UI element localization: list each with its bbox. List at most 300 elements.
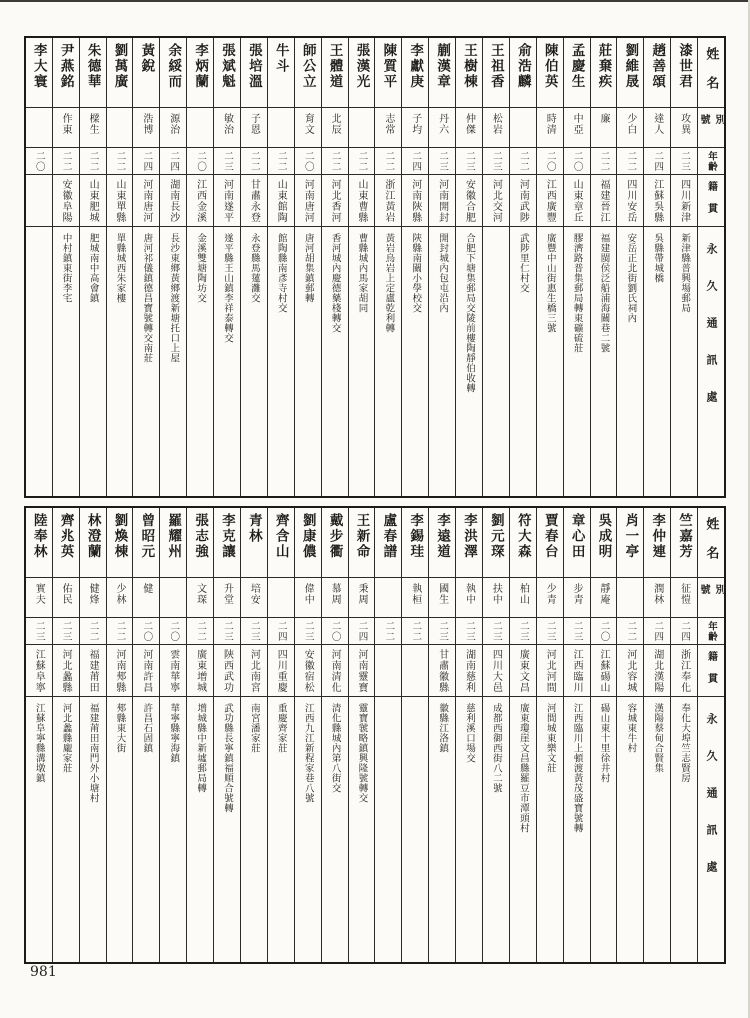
person-native-place — [483, 175, 509, 227]
person-column — [616, 508, 643, 962]
person-column — [509, 38, 536, 496]
person-address-text: 吳縣帶城橋 — [652, 233, 664, 283]
person-alias-text: 廉 — [597, 113, 609, 124]
person-native-place-text: 河北河間 — [544, 649, 556, 693]
person-address-text: 河間城東樂文莊 — [544, 703, 556, 773]
person-native-place-text: 河北容城 — [624, 649, 636, 693]
person-address — [322, 697, 348, 962]
person-native-place — [214, 645, 240, 697]
person-alias-text: 子均 — [409, 113, 421, 135]
person-native-place — [26, 645, 52, 697]
person-address — [160, 227, 186, 496]
person-name — [160, 38, 186, 108]
person-address — [564, 697, 590, 962]
person-native-place — [510, 645, 536, 697]
person-native-place — [402, 175, 428, 227]
person-name — [402, 508, 428, 578]
person-native-place — [26, 175, 52, 227]
person-native-place — [644, 645, 670, 697]
person-name-text: 劉萬廣 — [111, 43, 128, 90]
person-native-place — [671, 645, 697, 697]
person-address — [456, 697, 482, 962]
person-address — [644, 227, 670, 496]
person-name — [564, 508, 590, 578]
person-native-place-text: 山東單縣 — [113, 179, 125, 223]
person-name-text: 羅耀州 — [165, 513, 182, 560]
person-address-text: 單縣城西朱家樓 — [114, 233, 126, 303]
person-alias — [80, 108, 106, 148]
person-native-place-text: 江蘇碭山 — [597, 649, 609, 693]
person-column — [159, 508, 186, 962]
person-name-text: 師公立 — [299, 43, 316, 90]
person-age-text: 二〇 — [544, 151, 556, 172]
person-native-place-text: 河南陝縣 — [409, 179, 421, 223]
person-address — [375, 227, 401, 496]
person-name-text: 王新命 — [353, 513, 370, 560]
person-address — [617, 697, 643, 962]
person-native-place-text: 四川大邑 — [490, 649, 502, 693]
person-age-text: 二二 — [625, 151, 637, 172]
person-age — [671, 148, 697, 175]
person-alias-text: 靜庵 — [597, 583, 609, 605]
person-native-place — [53, 175, 79, 227]
person-column — [428, 508, 455, 962]
person-column — [670, 38, 697, 496]
person-native-place-text: 河北蠡縣 — [60, 649, 72, 693]
person-age-text: 二三 — [222, 151, 234, 172]
person-native-place-text: 江西廣豐 — [544, 179, 556, 223]
person-name-text: 李錫珪 — [407, 513, 424, 560]
person-address — [483, 227, 509, 496]
person-native-place — [429, 175, 455, 227]
person-age-text: 二三 — [222, 621, 234, 642]
person-address-text: 清化縣城內第八街交 — [329, 703, 341, 793]
person-alias — [349, 578, 375, 618]
person-age — [295, 148, 321, 175]
header-label-address-text: 永久通訊處 — [705, 713, 719, 898]
person-column — [482, 38, 509, 496]
person-address — [644, 697, 670, 962]
header-label-alias — [698, 108, 724, 148]
person-column — [401, 38, 428, 496]
person-address-text: 館陶縣南彥寺村交 — [275, 233, 287, 313]
person-address — [214, 227, 240, 496]
person-address-text: 江西九江新程家巷八號 — [302, 703, 314, 803]
person-address — [187, 227, 213, 496]
person-native-place-text: 江蘇阜寧 — [33, 649, 45, 693]
person-name — [241, 508, 267, 578]
person-address-text: 福建莆田南門外小塘村 — [87, 703, 99, 803]
person-name — [537, 38, 563, 108]
person-name-text: 劉煥棟 — [111, 513, 128, 560]
header-label-alias-text: 別號 — [698, 584, 724, 602]
person-alias-text: 丹六 — [436, 113, 448, 135]
person-native-place — [268, 645, 294, 697]
person-address — [671, 697, 697, 962]
person-alias — [591, 108, 617, 148]
person-age-text: 二〇 — [141, 621, 153, 642]
person-address — [26, 697, 52, 962]
person-alias — [214, 108, 240, 148]
person-alias-text: 育文 — [302, 113, 314, 135]
person-native-place — [671, 175, 697, 227]
person-name — [617, 508, 643, 578]
person-alias-text: 少白 — [624, 113, 636, 135]
person-alias-text: 子恩 — [248, 113, 260, 135]
person-address — [322, 227, 348, 496]
person-native-place-text: 河北交河 — [490, 179, 502, 223]
person-native-place — [107, 175, 133, 227]
person-alias — [187, 108, 213, 148]
person-native-place-text: 河南武陟 — [517, 179, 529, 223]
person-native-place — [617, 645, 643, 697]
header-label-alias-text: 別號 — [698, 114, 724, 132]
person-name-text: 齊兆英 — [57, 513, 74, 560]
person-alias — [80, 578, 106, 618]
person-native-place-text: 河南唐河 — [302, 179, 314, 223]
person-name — [80, 508, 106, 578]
person-alias — [375, 578, 401, 618]
person-age — [322, 148, 348, 175]
person-alias-text: 慕周 — [329, 583, 341, 605]
person-alias — [349, 108, 375, 148]
person-address — [133, 227, 159, 496]
person-address — [375, 697, 401, 962]
person-address-text: 武功縣長寧鎮福順合號轉 — [222, 703, 234, 813]
person-address-text: 肥城南中高會鎮 — [87, 233, 99, 303]
person-address — [510, 697, 536, 962]
person-age — [53, 618, 79, 645]
person-age-text: 二三 — [571, 621, 583, 642]
person-native-place — [456, 645, 482, 697]
person-age-text: 二〇 — [168, 621, 180, 642]
person-age — [133, 618, 159, 645]
person-age — [402, 148, 428, 175]
person-native-place-text: 廣東增城 — [194, 649, 206, 693]
person-age — [187, 618, 213, 645]
person-alias-text: 征愷 — [678, 583, 690, 605]
person-column — [509, 508, 536, 962]
person-age — [456, 618, 482, 645]
person-alias — [107, 108, 133, 148]
person-age — [26, 618, 52, 645]
person-name-text: 劉元琛 — [487, 513, 504, 560]
person-name — [322, 508, 348, 578]
person-native-place — [537, 645, 563, 697]
person-native-place — [133, 175, 159, 227]
person-native-place — [402, 645, 428, 697]
person-name — [402, 38, 428, 108]
person-name — [591, 508, 617, 578]
person-name-text: 張漢光 — [353, 43, 370, 90]
person-age-text: 二三 — [302, 621, 314, 642]
person-name-text: 李大寰 — [30, 43, 47, 90]
person-native-place-text: 安徽合肥 — [463, 179, 475, 223]
person-address-text: 漢陽蔡甸合賢集 — [652, 703, 664, 773]
person-native-place — [133, 645, 159, 697]
person-alias — [617, 108, 643, 148]
person-name-text: 齊含山 — [272, 513, 289, 560]
person-column — [132, 38, 159, 496]
person-name — [617, 38, 643, 108]
person-age-text: 二〇 — [33, 151, 45, 172]
person-age-text: 二四 — [141, 151, 153, 172]
person-native-place-text: 山東館陶 — [275, 179, 287, 223]
person-native-place-text: 四川新津 — [678, 179, 690, 223]
person-address-text: 黃岩烏岩上定盧乾利轉 — [383, 233, 395, 333]
person-alias — [26, 108, 52, 148]
person-name-text: 張培溫 — [245, 43, 262, 90]
person-age — [591, 618, 617, 645]
person-column — [374, 508, 401, 962]
person-age-text: 二〇 — [329, 621, 341, 642]
person-native-place — [187, 175, 213, 227]
person-address — [402, 227, 428, 496]
person-column — [79, 38, 106, 496]
person-age — [80, 148, 106, 175]
person-age — [241, 148, 267, 175]
person-name-text: 竺嘉芳 — [676, 513, 693, 560]
person-age — [644, 148, 670, 175]
person-name-text: 趙善頌 — [649, 43, 666, 90]
person-alias-text: 浩博 — [140, 113, 152, 135]
person-alias — [402, 578, 428, 618]
header-label-native-place-text: 籍貫 — [705, 651, 717, 695]
person-alias-text: 仲傑 — [463, 113, 475, 135]
person-address-text: 重慶齊家莊 — [275, 703, 287, 753]
person-alias-text: 健 — [140, 583, 152, 594]
person-age-text: 二二 — [598, 151, 610, 172]
person-address-text: 開封城內包屯沿內 — [437, 233, 449, 313]
person-address — [591, 697, 617, 962]
person-column — [79, 508, 106, 962]
person-native-place-text: 河南許昌 — [140, 649, 152, 693]
header-label-native-place-text: 籍貫 — [705, 181, 717, 225]
person-column — [563, 508, 590, 962]
person-name — [295, 38, 321, 108]
person-age — [537, 148, 563, 175]
person-native-place — [214, 175, 240, 227]
person-address — [26, 227, 52, 496]
person-alias — [268, 578, 294, 618]
person-age — [591, 148, 617, 175]
person-address-text: 膠濟路普集郵局轉東礦硫莊 — [571, 233, 583, 353]
person-alias-text: 文琛 — [194, 583, 206, 605]
person-column — [26, 508, 52, 962]
header-label-age-text: 年齡 — [706, 151, 718, 172]
person-column — [26, 38, 52, 496]
header-column — [697, 508, 724, 962]
person-native-place-text: 山東肥城 — [87, 179, 99, 223]
person-address — [241, 697, 267, 962]
person-column — [643, 38, 670, 496]
header-label-name — [698, 38, 724, 108]
person-name — [375, 508, 401, 578]
person-name — [268, 508, 294, 578]
person-age-text: 二三 — [544, 621, 556, 642]
person-native-place — [375, 175, 401, 227]
person-address — [429, 697, 455, 962]
person-address — [456, 227, 482, 496]
person-native-place-text: 河南郟縣 — [113, 649, 125, 693]
person-address — [107, 697, 133, 962]
person-native-place-text: 江西臨川 — [571, 649, 583, 693]
person-native-place — [591, 645, 617, 697]
person-address — [617, 227, 643, 496]
person-alias-text: 柏山 — [517, 583, 529, 605]
person-native-place-text: 陝西武功 — [221, 649, 233, 693]
person-native-place — [295, 645, 321, 697]
person-address — [268, 227, 294, 496]
person-name — [349, 508, 375, 578]
person-column — [348, 38, 375, 496]
person-native-place-text: 河南清化 — [329, 649, 341, 693]
person-address-text: 廣豐中山街惠生橋三號 — [544, 233, 556, 333]
person-address-text: 遂平縣王山鎮李祥泰轉交 — [222, 233, 234, 343]
person-age — [107, 148, 133, 175]
person-age-text: 二〇 — [598, 621, 610, 642]
person-alias-text: 源治 — [167, 113, 179, 135]
person-name — [80, 38, 106, 108]
header-label-alias — [698, 578, 724, 618]
person-address-text: 新津縣普興場郵局 — [679, 233, 691, 313]
person-address — [160, 697, 186, 962]
person-name-text: 莊棄疾 — [595, 43, 612, 90]
person-address — [295, 697, 321, 962]
person-name-text: 余綏而 — [165, 43, 182, 90]
person-age — [375, 148, 401, 175]
person-alias — [564, 108, 590, 148]
person-address-text: 安岳正北街劉氏祠內 — [625, 233, 637, 323]
person-address — [80, 227, 106, 496]
person-name-text: 劉維晟 — [622, 43, 639, 90]
person-age-text: 二三 — [60, 621, 72, 642]
person-native-place-text: 福建晉江 — [597, 179, 609, 223]
person-name-text: 章心田 — [568, 513, 585, 560]
person-native-place — [644, 175, 670, 227]
person-alias — [483, 578, 509, 618]
person-column — [590, 38, 617, 496]
person-address — [214, 697, 240, 962]
person-age — [160, 148, 186, 175]
person-address-text: 碭山東十里徐井村 — [598, 703, 610, 783]
person-column — [643, 508, 670, 962]
person-native-place-text: 湖南長沙 — [167, 179, 179, 223]
person-age-text: 二二 — [248, 151, 260, 172]
person-age-text: 二三 — [248, 621, 260, 642]
person-native-place-text: 福建莆田 — [87, 649, 99, 693]
person-native-place — [510, 175, 536, 227]
person-column — [455, 508, 482, 962]
person-name-text: 王祖香 — [487, 43, 504, 90]
person-alias — [375, 108, 401, 148]
person-alias — [107, 578, 133, 618]
person-column — [563, 38, 590, 496]
person-address — [295, 227, 321, 496]
person-address-text: 成都西御西街八二號 — [490, 703, 502, 793]
person-alias — [671, 108, 697, 148]
person-address — [241, 227, 267, 496]
person-address-text: 郟縣東大街 — [114, 703, 126, 753]
person-name — [295, 508, 321, 578]
person-native-place — [241, 645, 267, 697]
person-address — [537, 227, 563, 496]
person-alias — [214, 578, 240, 618]
person-name-text: 牛斗 — [272, 43, 289, 74]
person-alias — [456, 578, 482, 618]
person-name-text: 李洪澤 — [461, 513, 478, 560]
person-native-place — [53, 645, 79, 697]
person-alias — [295, 578, 321, 618]
person-address — [510, 227, 536, 496]
person-alias — [429, 108, 455, 148]
header-label-age — [698, 618, 724, 645]
person-native-place-text: 湖南慈利 — [463, 649, 475, 693]
person-native-place-text: 浙江黃岩 — [382, 179, 394, 223]
person-age-text: 二二 — [87, 621, 99, 642]
person-age-text: 二三 — [437, 151, 449, 172]
person-name-text: 李炳蘭 — [192, 43, 209, 90]
person-address — [537, 697, 563, 962]
person-age — [133, 148, 159, 175]
person-age-text: 二二 — [517, 151, 529, 172]
person-native-place — [160, 645, 186, 697]
person-age-text: 二四 — [168, 151, 180, 172]
person-name-text: 王樹棟 — [461, 43, 478, 90]
person-address — [402, 697, 428, 962]
person-address-text: 唐河胡集鎮郵轉 — [302, 233, 314, 303]
person-name — [429, 508, 455, 578]
person-name — [107, 38, 133, 108]
person-name-text: 張志強 — [192, 513, 209, 560]
person-native-place-text: 廣東文昌 — [517, 649, 529, 693]
person-address-text: 永登縣馬蓮灘交 — [248, 233, 260, 303]
person-address-text: 福建閩侯泛船浦海關巷二號 — [598, 233, 610, 353]
person-alias — [187, 578, 213, 618]
person-alias-text: 偉中 — [302, 583, 314, 605]
person-column — [106, 508, 133, 962]
person-address-text: 長沙東鄉黃鄉渡新塘托口上屋 — [168, 233, 180, 363]
person-native-place-text: 河南遂平 — [221, 179, 233, 223]
person-address-text: 唐河祁儀鎮德昌寶號轉交南莊 — [141, 233, 153, 363]
person-age-text: 二三 — [464, 621, 476, 642]
person-address-text: 武陟里仁村交 — [517, 233, 529, 293]
person-name — [187, 38, 213, 108]
person-name — [483, 508, 509, 578]
person-name — [644, 508, 670, 578]
person-name — [53, 38, 79, 108]
person-native-place-text: 四川安岳 — [624, 179, 636, 223]
person-address — [349, 697, 375, 962]
person-name — [456, 508, 482, 578]
person-age-text: 二四 — [652, 151, 664, 172]
person-alias — [295, 108, 321, 148]
person-name — [160, 508, 186, 578]
person-name-text: 盧春譜 — [380, 513, 397, 560]
person-address-text: 河北蠡縣龐家莊 — [60, 703, 72, 773]
person-alias-text: 敏治 — [221, 113, 233, 135]
person-age — [429, 618, 455, 645]
person-column — [616, 38, 643, 496]
person-age — [295, 618, 321, 645]
person-native-place-text: 湖北漢陽 — [651, 649, 663, 693]
person-name-text: 俞浩麟 — [514, 43, 531, 90]
person-alias — [268, 108, 294, 148]
person-name — [214, 38, 240, 108]
person-age — [160, 618, 186, 645]
person-age — [349, 618, 375, 645]
person-column — [670, 508, 697, 962]
